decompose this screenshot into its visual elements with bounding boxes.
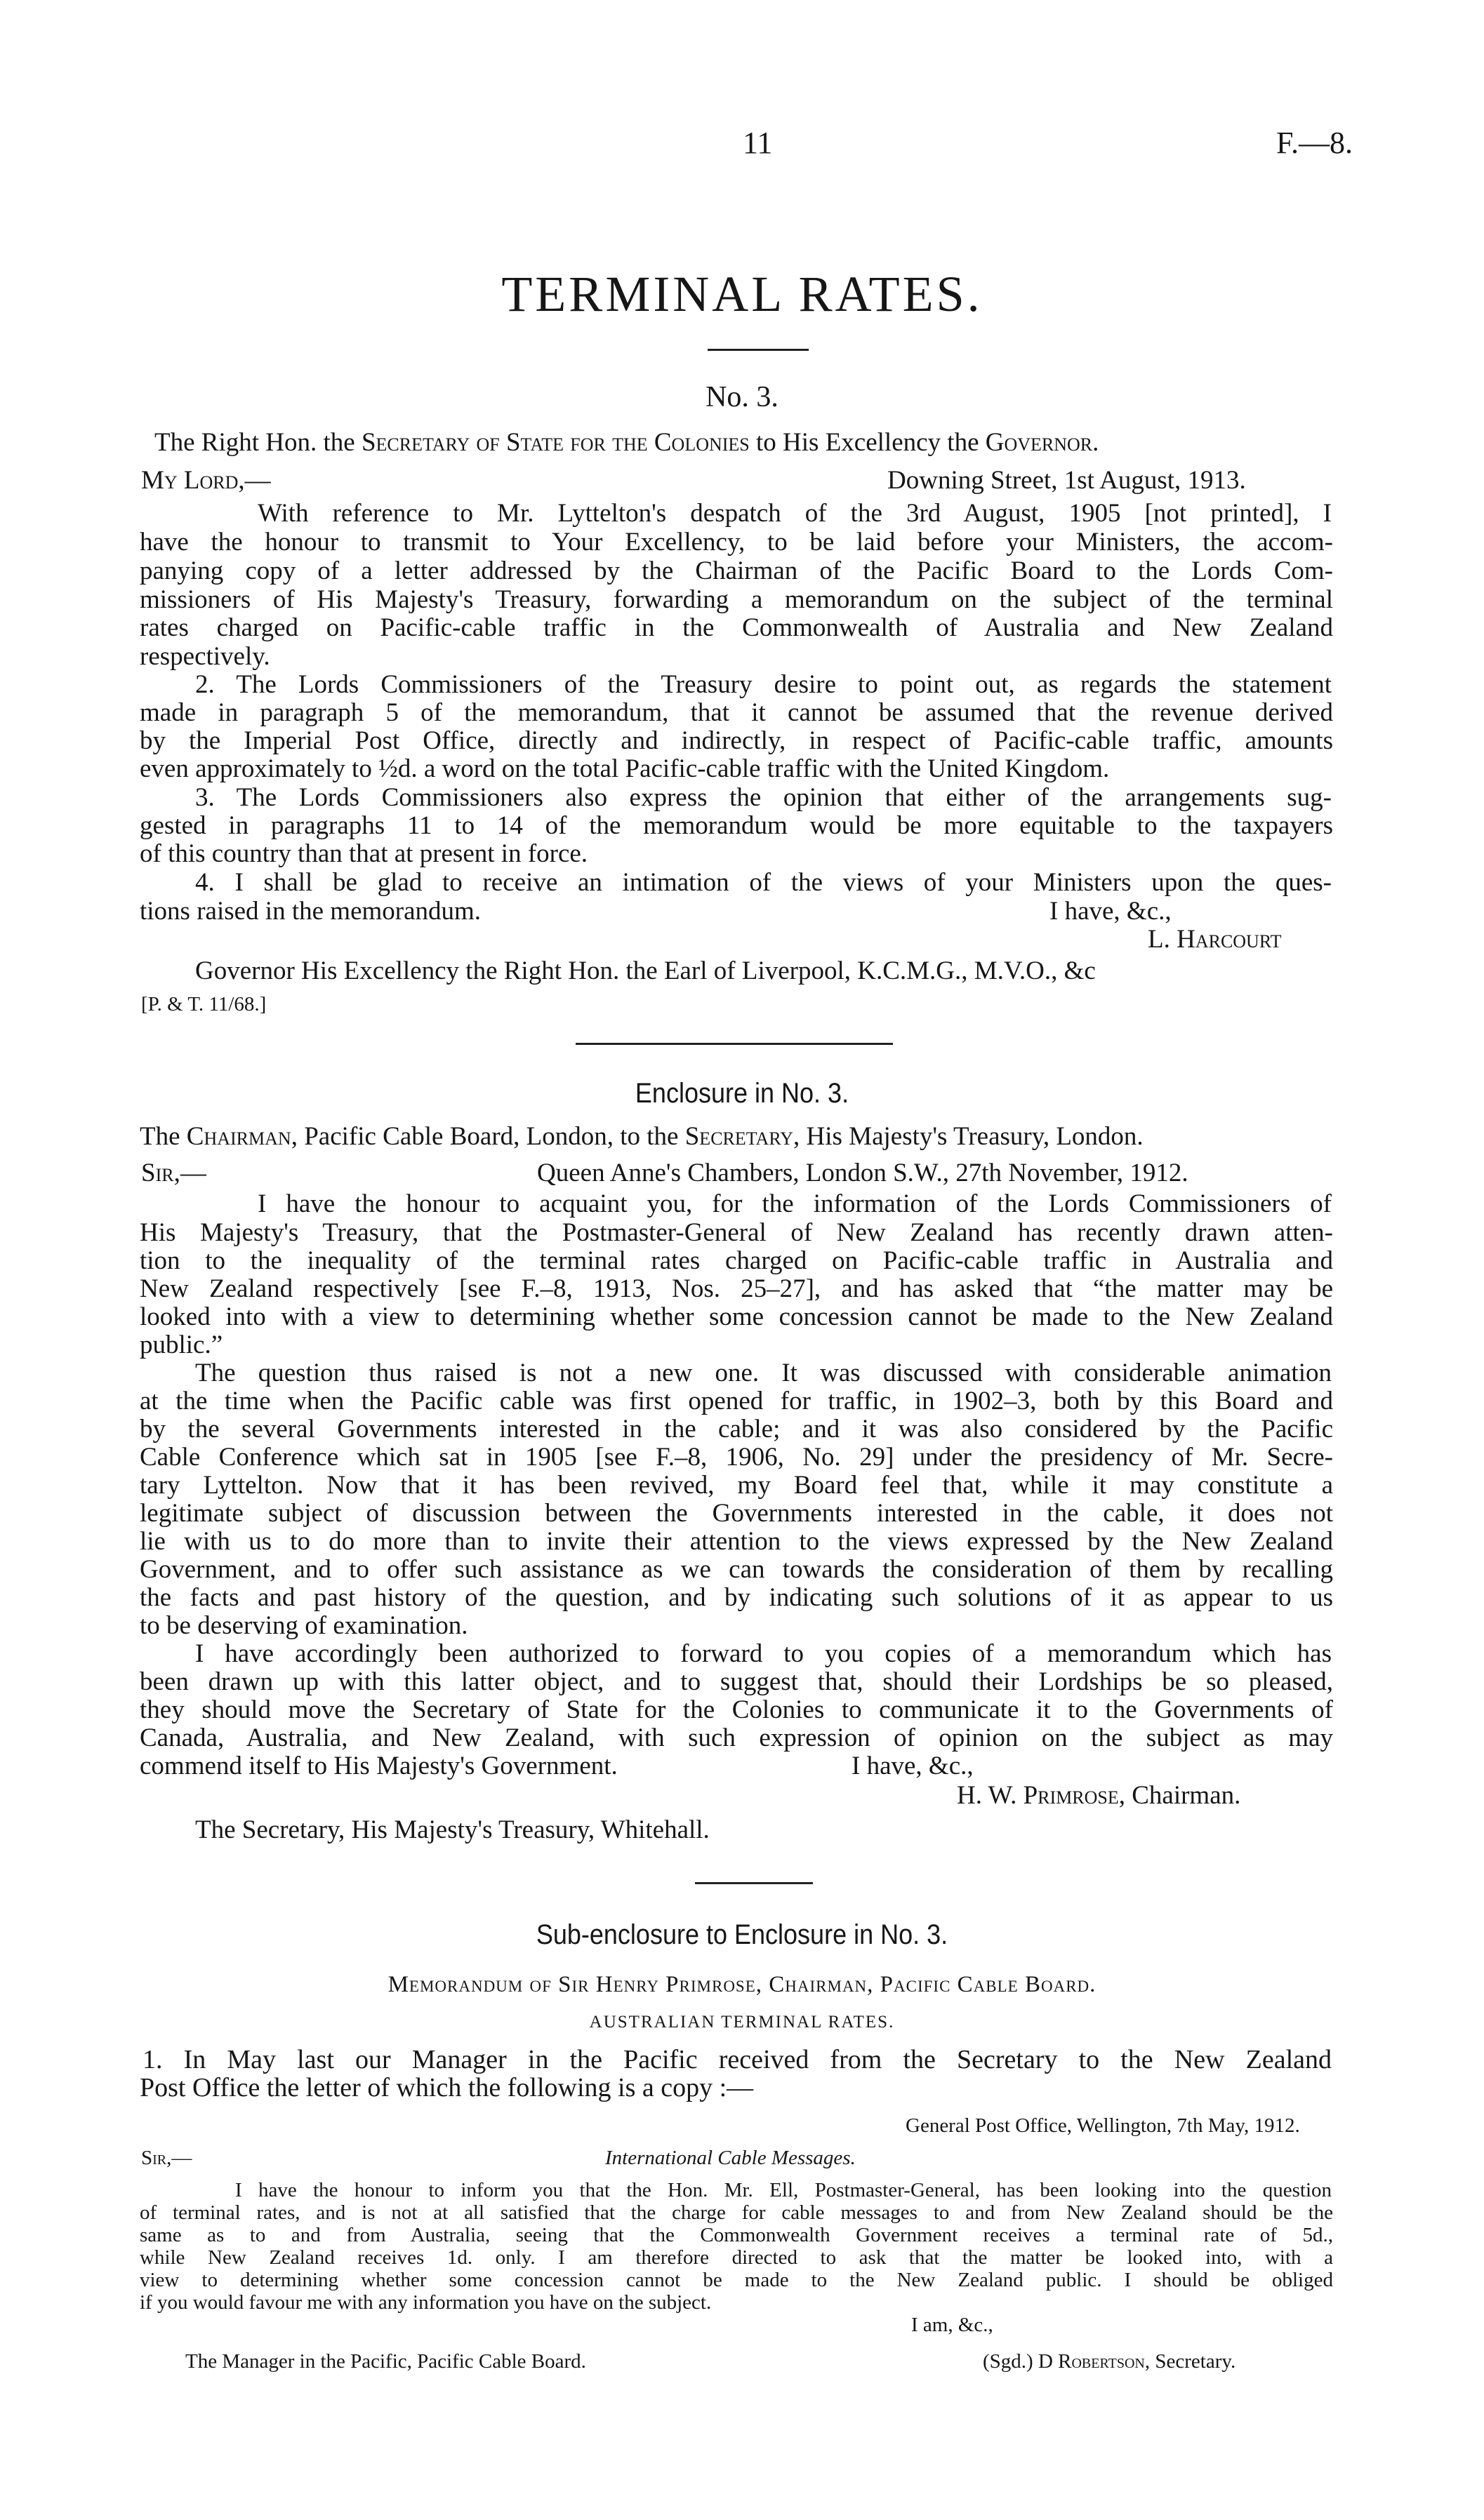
document-page: 11 F.—8. TERMINAL RATES. No. 3. The Right Hon. the Secretary of State for the Colonies to His Excellency the Governor. My Lord,— Downing Street, 1st August, 1913. With reference to Mr. Lyttelton's despatch of the 3rd August, 1905 [not printed], I have the honour to transmit to Your Excellency, to be laid before your Ministers, the accom- panying copy of a letter addressed by the Chairman of the Pacific Board to the Lords Com- missioners of His Majesty's Treasury, forwarding a memorandum on the subject of the terminal rates charged on Pacific-cable traffic in the Commonwealth of Australia and New Zealand respectively. 2. The Lords Commissioners of the Treasury desire to point out, as regards the statement made in paragraph 5 of the memorandum, that it cannot be assumed that the revenue derived by the Imperial Post Office, directly and indirectly, in respect of Pacific-cable traffic, amounts even approximately to ½d. a word on the total Pacific-cable traffic with the United Kingdom. 3. The Lords Commissioners also express the opinion that either of the arrangements sug- gested in paragraphs 11 to 14 of the memorandum would be more equitable to the taxpayers of this country than that at present in force. 4. I shall be glad to receive an intimation of the views of your Ministers upon the ques- tions raised in the memorandum. I have, &c., L. Harcourt Governor His Excellency the Right Hon. the Earl of Liverpool, K.C.M.G., M.V.O., &c [P. & T. 11/68.] Enclosure in No. 3. The Chairman, Pacific Cable Board, London, to the Secretary, His Majesty's Treasury, London. Sir,— Queen Anne's Chambers, London S.W., 27th November, 1912. I have the honour to acquaint you, for the information of the Lords Commissioners of His Majesty's Treasury, that the Postmaster-General of New Zealand has recently drawn atten- tion to the inequality of the terminal rates charged on Pacific-cable traffic in Australia and New Zealand respectively [see F.–8, 1913, Nos. 25–27], and has asked that “the matter may be looked into with a view to determining whether some concession cannot be made to the New Zealand public.” The question thus raised is not a new one. It was discussed with considerable animation at the time when the Pacific cable was first opened for traffic, in 1902–3, both by this Board and by the several Governments interested in the cable; and it was also considered by the Pacific Cable Conference which sat in 1905 [see F.–8, 1906, No. 29] under the presidency of Mr. Secre- tary Lyttelton. Now that it has been revived, my Board feel that, while it may constitute a legitimate subject of discussion between the Governments interested in the cable, it does not lie with us to do more than to invite their attention to the views expressed by the New Zealand Government, and to offer such assistance as we can towards the consideration of them by recalling the facts and past history of the question, and by indicating such solutions of it as appear to us to be deserving of examination. I have accordingly been authorized to forward to you copies of a memorandum which has been drawn up with this latter object, and to suggest that, should their Lordships be so pleased, they should move the Secretary of State for the Colonies to communicate it to the Governments of Canada, Australia, and New Zealand, with such expression of opinion on the subject as may commend itself to His Majesty's Government. I have, &c., H. W. Primrose, Chairman. The Secretary, His Majesty's Treasury, Whitehall. Sub-enclosure to Enclosure in No. 3. Memorandum of Sir Henry Primrose, Chairman, Pacific Cable Board. AUSTRALIAN TERMINAL RATES. 1. In May last our Manager in the Pacific received from the Secretary to the New Zealand Post Office the letter of which the following is a copy :— General Post Office, Wellington, 7th May, 1912. Sir,— International Cable Messages. I have the honour to inform you that the Hon. Mr. Ell, Postmaster-General, has been looking into the question of terminal rates, and is not at all satisfied that the charge for cable messages to and from New Zealand should be the same as to and from Australia, seeing that the Commonwealth Government receives a terminal rate of 5d., while New Zealand receives 1d. only. I am therefore directed to ask that the matter be looked into, with a view to determining whether some concession cannot be made to the New Zealand public. I should be obliged if you would favour me with any information you have on the subject. I am, &c., The Manager in the Pacific, Pacific Cable Board. (Sgd.) D Robertson, Secretary.	[0, 0, 1484, 2520]
section-divider-1	[576, 1043, 893, 1045]
no3-place-date: Downing Street, 1st August, 1913.	[887, 466, 1246, 495]
enclosure-salutation: Sir,—	[141, 1159, 206, 1187]
title-divider	[708, 349, 809, 351]
section-divider-2	[695, 1882, 813, 1884]
sub-enclosure-heading: Sub-enclosure to Enclosure in No. 3.	[536, 1919, 948, 1950]
page-title: TERMINAL RATES.	[501, 266, 983, 322]
page-number: 11	[743, 126, 773, 160]
section-title: AUSTRALIAN TERMINAL RATES.	[589, 2013, 895, 2032]
no3-signature: L. Harcourt	[1148, 925, 1282, 954]
enclosure-signature: H. W. Primrose, Chairman.	[957, 1781, 1241, 1810]
no3-address-line: The Right Hon. the Secretary of State for the Colonies to His Excellency the Governor.	[154, 428, 1099, 457]
enclosure-addressee: The Secretary, His Majesty's Treasury, Whitehall.	[195, 1815, 710, 1844]
letter-place-date: General Post Office, Wellington, 7th May, 1912.	[906, 2114, 1300, 2137]
enclosure-address-line: The Chairman, Pacific Cable Board, London, to the Secretary, His Majesty's Treasury, London.	[140, 1122, 1144, 1151]
letter-subject: International Cable Messages.	[605, 2147, 856, 2169]
no3-file-reference: [P. & T. 11/68.]	[141, 993, 267, 1015]
enclosure-closing: I have, &c.,	[852, 1752, 974, 1780]
no3-closing: I have, &c.,	[1049, 897, 1172, 926]
letter-addressee: The Manager in the Pacific, Pacific Cable Board.	[185, 2350, 586, 2373]
letter-closing: I am, &c.,	[911, 2314, 993, 2336]
document-reference: F.—8.	[1276, 126, 1353, 160]
no3-addressee: Governor His Excellency the Right Hon. the Earl of Liverpool, K.C.M.G., M.V.O., &c	[195, 956, 1096, 985]
enclosure-heading: Enclosure in No. 3.	[635, 1078, 849, 1109]
memorandum-title: Memorandum of Sir Henry Primrose, Chairman, Pacific Cable Board.	[387, 1972, 1097, 1997]
enclosure-place-date: Queen Anne's Chambers, London S.W., 27th November, 1912.	[537, 1159, 1188, 1187]
no3-heading: No. 3.	[705, 381, 779, 413]
letter-salutation: Sir,—	[141, 2147, 192, 2169]
letter-signature: (Sgd.) D Robertson, Secretary.	[983, 2350, 1236, 2373]
no3-salutation: My Lord,—	[141, 466, 271, 495]
